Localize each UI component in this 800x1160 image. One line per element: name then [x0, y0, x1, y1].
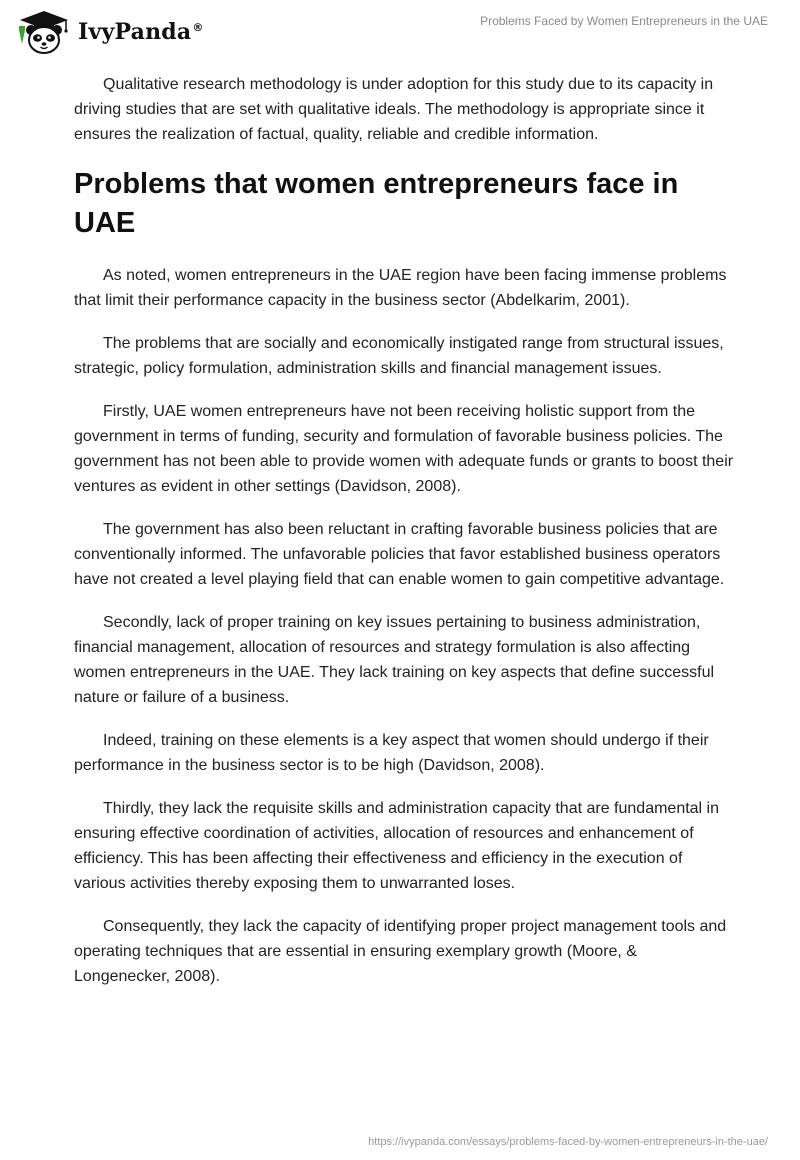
document-title: Problems Faced by Women Entrepreneurs in the UAE [480, 14, 768, 28]
paragraph: Indeed, training on these elements is a key aspect that women should undergo if their performance in the business sector is to be high (Davidson, 2008). [74, 732, 709, 774]
paragraph: Consequently, they lack the capacity of identifying proper project management tools and operating techniques that are essential in ensuring exemplary growth (Moore, & Longenecker, 2008). [74, 918, 727, 985]
paragraph: The problems that are socially and economically instigated range from structural issues, strategic, policy formulation, administration skills and financial management issues. [74, 335, 724, 377]
source-url-link[interactable]: https://ivypanda.com/essays/problems-faced-by-women-entrepreneurs-in-the-uae/ [368, 1136, 768, 1148]
paragraph: Secondly, lack of proper training on key issues pertaining to business administration, financial management, allocation of resources and strategy formulation is also affecting women entrepreneurs in the UAE. They lack training on key aspects that define successful nature or failure of a business. [74, 614, 715, 706]
panda-graduate-icon [14, 8, 70, 56]
paragraph: Thirdly, they lack the requisite skills and administration capacity that are fundamental in ensuring effective coordination of activities, allocation of resources and enhancement of efficiency. This has been affecting their effectiveness and efficiency in the execution of various activities thereby exposing them to unwarranted loses. [74, 800, 720, 892]
registered-mark: ® [192, 20, 204, 34]
paragraph: The government has also been reluctant in crafting favorable business policies that are conventionally informed. The unfavorable policies that favor established business operators have not created a level playing field that can enable women to gain competitive advantage. [74, 521, 725, 588]
brand-name: IvyPanda® [78, 19, 204, 45]
intro-paragraph: Qualitative research methodology is under adoption for this study due to its capacity in driving studies that are set with qualitative ideals. The methodology is appropriate since it ensures the realization of factual, quality, reliable and credible information. [74, 76, 714, 143]
page-header [0, 0, 800, 64]
ivypanda-logo-link[interactable] [14, 8, 204, 56]
section-heading: Problems that women entrepreneurs face in UAE [74, 168, 679, 239]
paragraph: Firstly, UAE women entrepreneurs have not been receiving holistic support from the government in terms of funding, security and formulation of favorable business policies. The government has not been able to provide women with adequate funds or grants to boost their ventures as evident in other settings (Davidson, 2008). [74, 403, 734, 495]
paragraph: As noted, women entrepreneurs in the UAE region have been facing immense problems that limit their performance capacity in the business sector (Abdelkarim, 2001). [74, 267, 727, 309]
article-body [74, 72, 734, 1007]
